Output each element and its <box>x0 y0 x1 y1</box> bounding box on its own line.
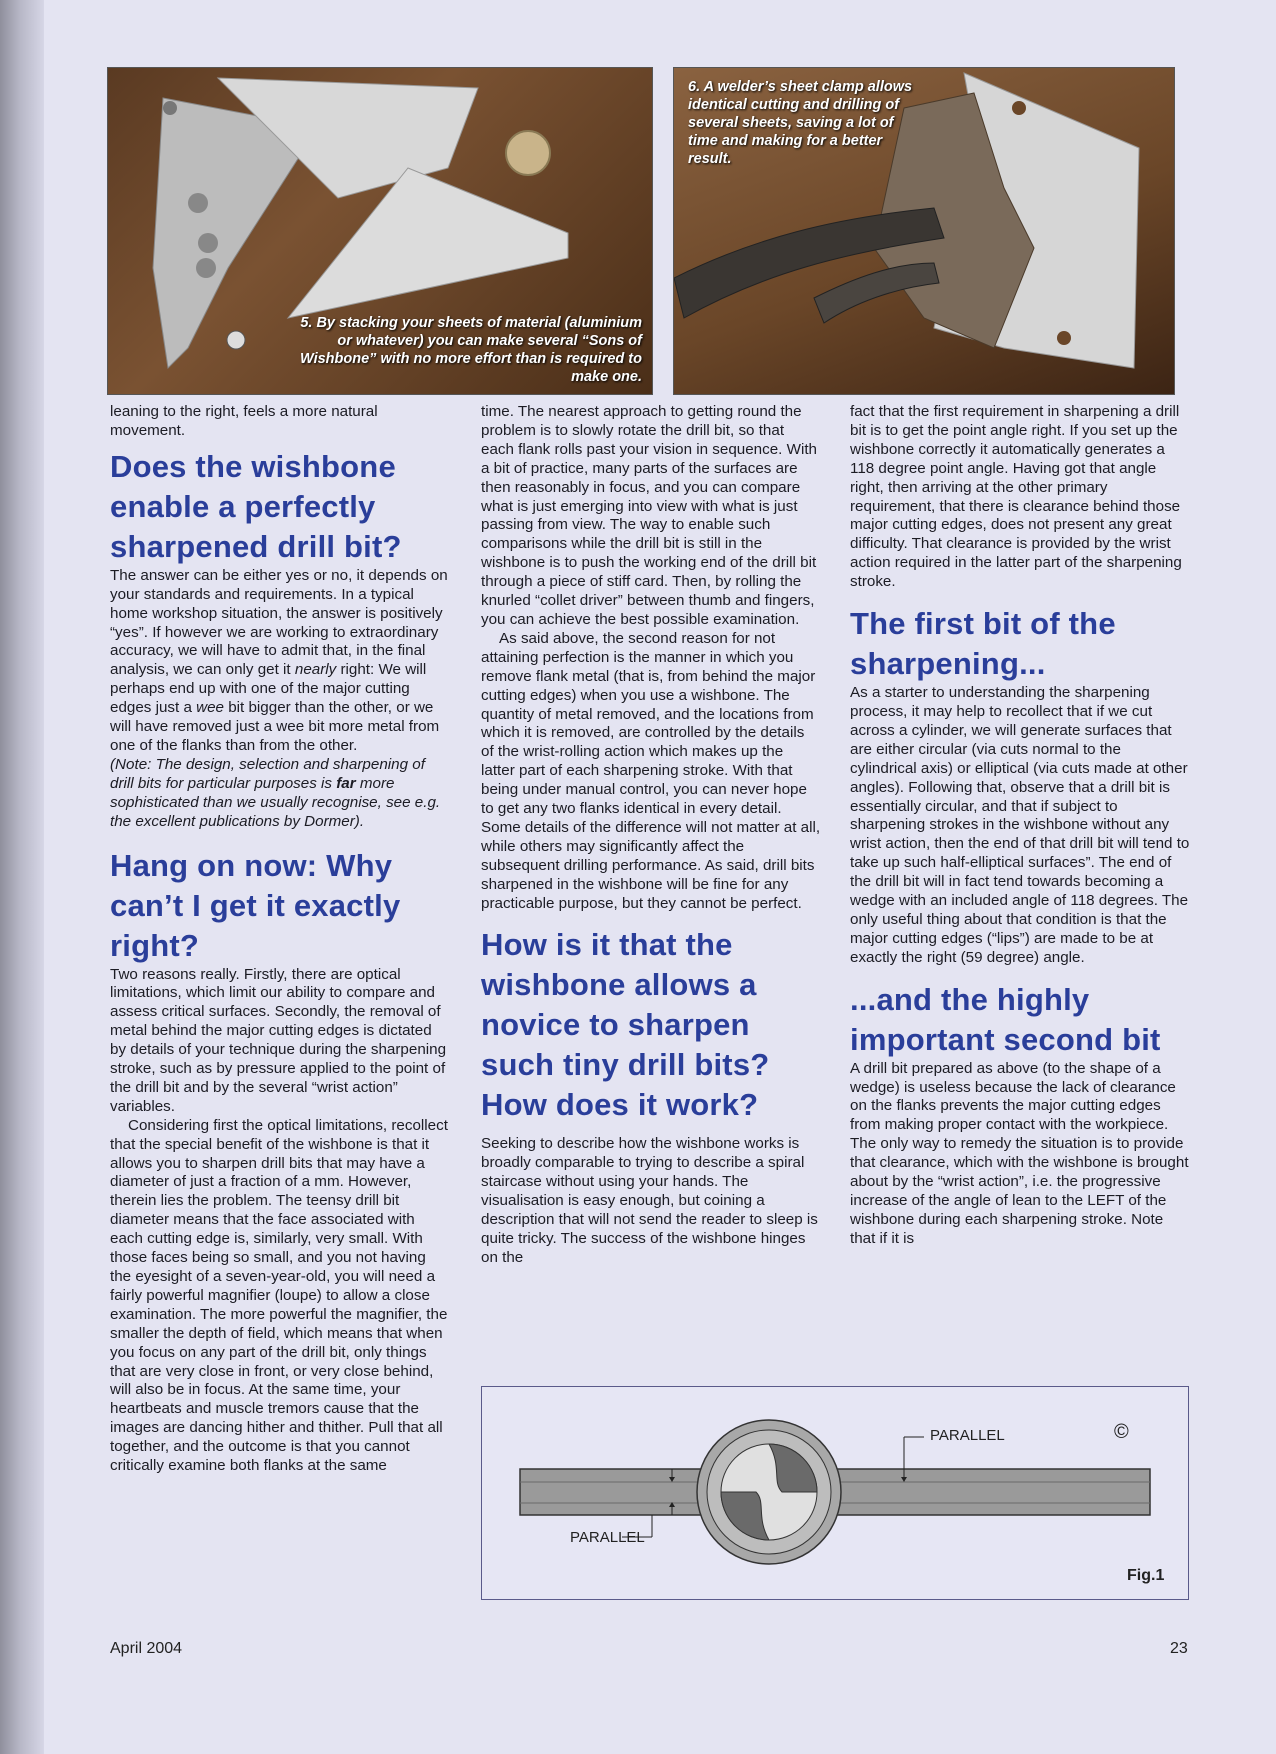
heading-how-does-it-work: How is it that the wishbone allows a novice to sharpen such tiny drill bits? How does it work? <box>481 927 770 1123</box>
photo-stacked-sheets <box>107 67 653 395</box>
heading-second-bit: ...and the highly important second bit <box>850 981 1161 1057</box>
figure-label: Fig.1 <box>1127 1567 1165 1584</box>
footer-date: April 2004 <box>110 1640 183 1657</box>
parallel-label-bottom: PARALLEL <box>570 1529 645 1546</box>
paragraph: A drill bit prepared as above (to the shape of a wedge) is useless because the lack of clearance on the flanks prevents the major cutting edges from making proper contact with the workpiece. The only way to remedy the situation is to provide that clearance, which with the wishbone is brought about by the “wrist action”, i.e. the progressive increase of the angle of lean to the LEFT of the wishbone during each sharpening stroke. Note that if it is <box>850 1059 1189 1247</box>
paragraph: fact that the first requirement in sharpening a drill bit is to get the point angle right. If you set up the wishbone correctly it automatically generates a 118 degree point angle. Having got that angle right, then arriving at the other primary requirement, that there is clearance behind those major cutting edges, does not present any great difficulty. That clearance is provided by the wrist action required in the latter part of the sharpening stroke. <box>850 403 1182 591</box>
emphasis: nearly <box>294 661 337 679</box>
copyright-symbol: © <box>1114 1421 1129 1443</box>
note-paragraph <box>110 756 450 832</box>
page-number: 23 <box>1170 1640 1188 1657</box>
photo6-caption: 6. A welder’s sheet clamp allows identical cutting and drilling of several sheets, saving a lot of time and making for a better result. <box>688 79 913 167</box>
text-run: more sophisticated than we usually recognise, see e.g. the excellent publications by Dormer). <box>110 774 441 830</box>
paragraph: time. The nearest approach to getting round the problem is to slowly rotate the drill bit, so that each flank rolls past your vision in sequence. With a bit of practice, many parts of the surfaces are then reasonably in focus, and you can compare what is just emerging into view with what is just passing from view. The way to enable such comparisons while the drill bit is still in the wishbone is to push the working end of the drill bit through a piece of stiff card. Then, by rolling the knurled “collet driver” between thumb and fingers, you can achieve the best possible examination. <box>481 403 817 628</box>
heading-first-bit: The first bit of the sharpening... <box>850 606 1116 682</box>
text-column-3 <box>850 403 1190 1249</box>
parallel-label-top: PARALLEL <box>930 1427 1005 1444</box>
emphasis: wee <box>196 699 224 717</box>
paragraph: Two reasons really. Firstly, there are optical limitations, which limit our ability to compare and assess critical surfaces. Secondly, the removal of metal behind the major cutting edges is dictated by details of your technique during the sharpening stroke, such as by pressure applied to the point of the drill bit and by the several “wrist action” variables. <box>110 965 447 1115</box>
heading-hang-on-now: Hang on now: Why can’t I get it exactly right? <box>110 847 401 963</box>
paragraph: As said above, the second reason for not attaining perfection is the manner in which you remove flank metal (that is, from behind the major cutting edges) when you use a wishbone. The quantity of metal removed, and the locations from which it is removed, are controlled by the details of the wrist-rolling action which makes up the latter part of each sharpening stroke. With that being under manual control, you can never hope to get any two flanks identical in every detail. Some details of the difference will not matter at all, while others may significantly affect the subsequent drilling performance. As said, drill bits sharpened in the wishbone will be fine for any practicable purpose, but they cannot be perfect. <box>481 629 821 912</box>
text-run: bit bigger than the other, or we will have removed just a wee bit more metal from one of the flanks than from the other. <box>110 699 440 754</box>
paragraph: leaning to the right, feels a more natural movement. <box>110 403 378 439</box>
heading-perfectly-sharpened: Does the wishbone enable a perfectly sharpened drill bit? <box>110 448 402 564</box>
paragraph: Considering first the optical limitations, recollect that the special benefit of the wishbone is that it allows you to sharpen drill bits that may have a diameter of just a fraction of a mm. However, therein lies the problem. The teensy drill bit diameter means that the face associated with each cutting edge is, similarly, very small. With those faces being so small, and you not having the eyesight of a seven-year-old, you will need a fairly powerful magnifier (loupe) to allow a close examination. The more powerful the magnifier, the smaller the depth of field, which means that when you focus on any part of the drill bit, only things that are very close in front, or very close behind, will also be in focus. At the same time, your heartbeats and muscle tremors cause that the images are dancing hither and thither. Pull that all together, and the outcome is that you cannot critically examine both flanks at the same <box>110 1116 448 1475</box>
paragraph: As a starter to understanding the sharpening process, it may help to recollect that if we cut across a cylinder, we will generate surfaces that are either circular (via cuts normal to the cylindrical axis) or elliptical (via cuts made at other angles). Following that, observe that a drill bit is essentially circular, and that if subject to sharpening strokes in the wishbone without any wrist action, then the end of that drill bit will tend to take up such half-elliptical surfaces”. The end of the drill bit will in fact tend towards becoming a wedge with an included angle of 118 degrees. The only useful thing about that condition is that the major cutting edges (“lips”) are made to be at exactly the right (59 degree) angle. <box>850 684 1190 966</box>
figure-1-diagram <box>481 1386 1189 1600</box>
paragraph <box>110 567 450 756</box>
text-column-2 <box>481 403 821 1268</box>
text-column-1 <box>110 403 450 1476</box>
drill-bit-cross-section-diagram <box>482 1387 1188 1599</box>
paragraph: Seeking to describe how the wishbone works is broadly comparable to trying to describe a spiral staircase without using your hands. The visualisation is easy enough, but coining a description that will not send the reader to sleep is quite tricky. The success of the wishbone hinges on the <box>481 1135 818 1266</box>
photo5-caption: 5. By stacking your sheets of material (aluminium or whatever) you can make several “Sons of Wishbone” with no more effort than is required to make one. <box>300 315 642 385</box>
text-run: (Note: The design, selection and sharpening of drill bits for particular purposes is <box>110 755 425 792</box>
page-binding-shadow <box>0 0 44 1754</box>
photo-welder-clamp <box>673 67 1175 395</box>
text-run: right: We will perhaps end up with one of the major cutting edges just a <box>110 661 427 717</box>
text-run: The answer can be either yes or no, it depends on your standards and requirements. In a typical home workshop situation, the answer is positively “yes”. If however we are working to extraordinary accuracy, we will have to admit that, in the final analysis, we can only get it <box>110 566 448 679</box>
emphasis: far <box>336 774 356 792</box>
